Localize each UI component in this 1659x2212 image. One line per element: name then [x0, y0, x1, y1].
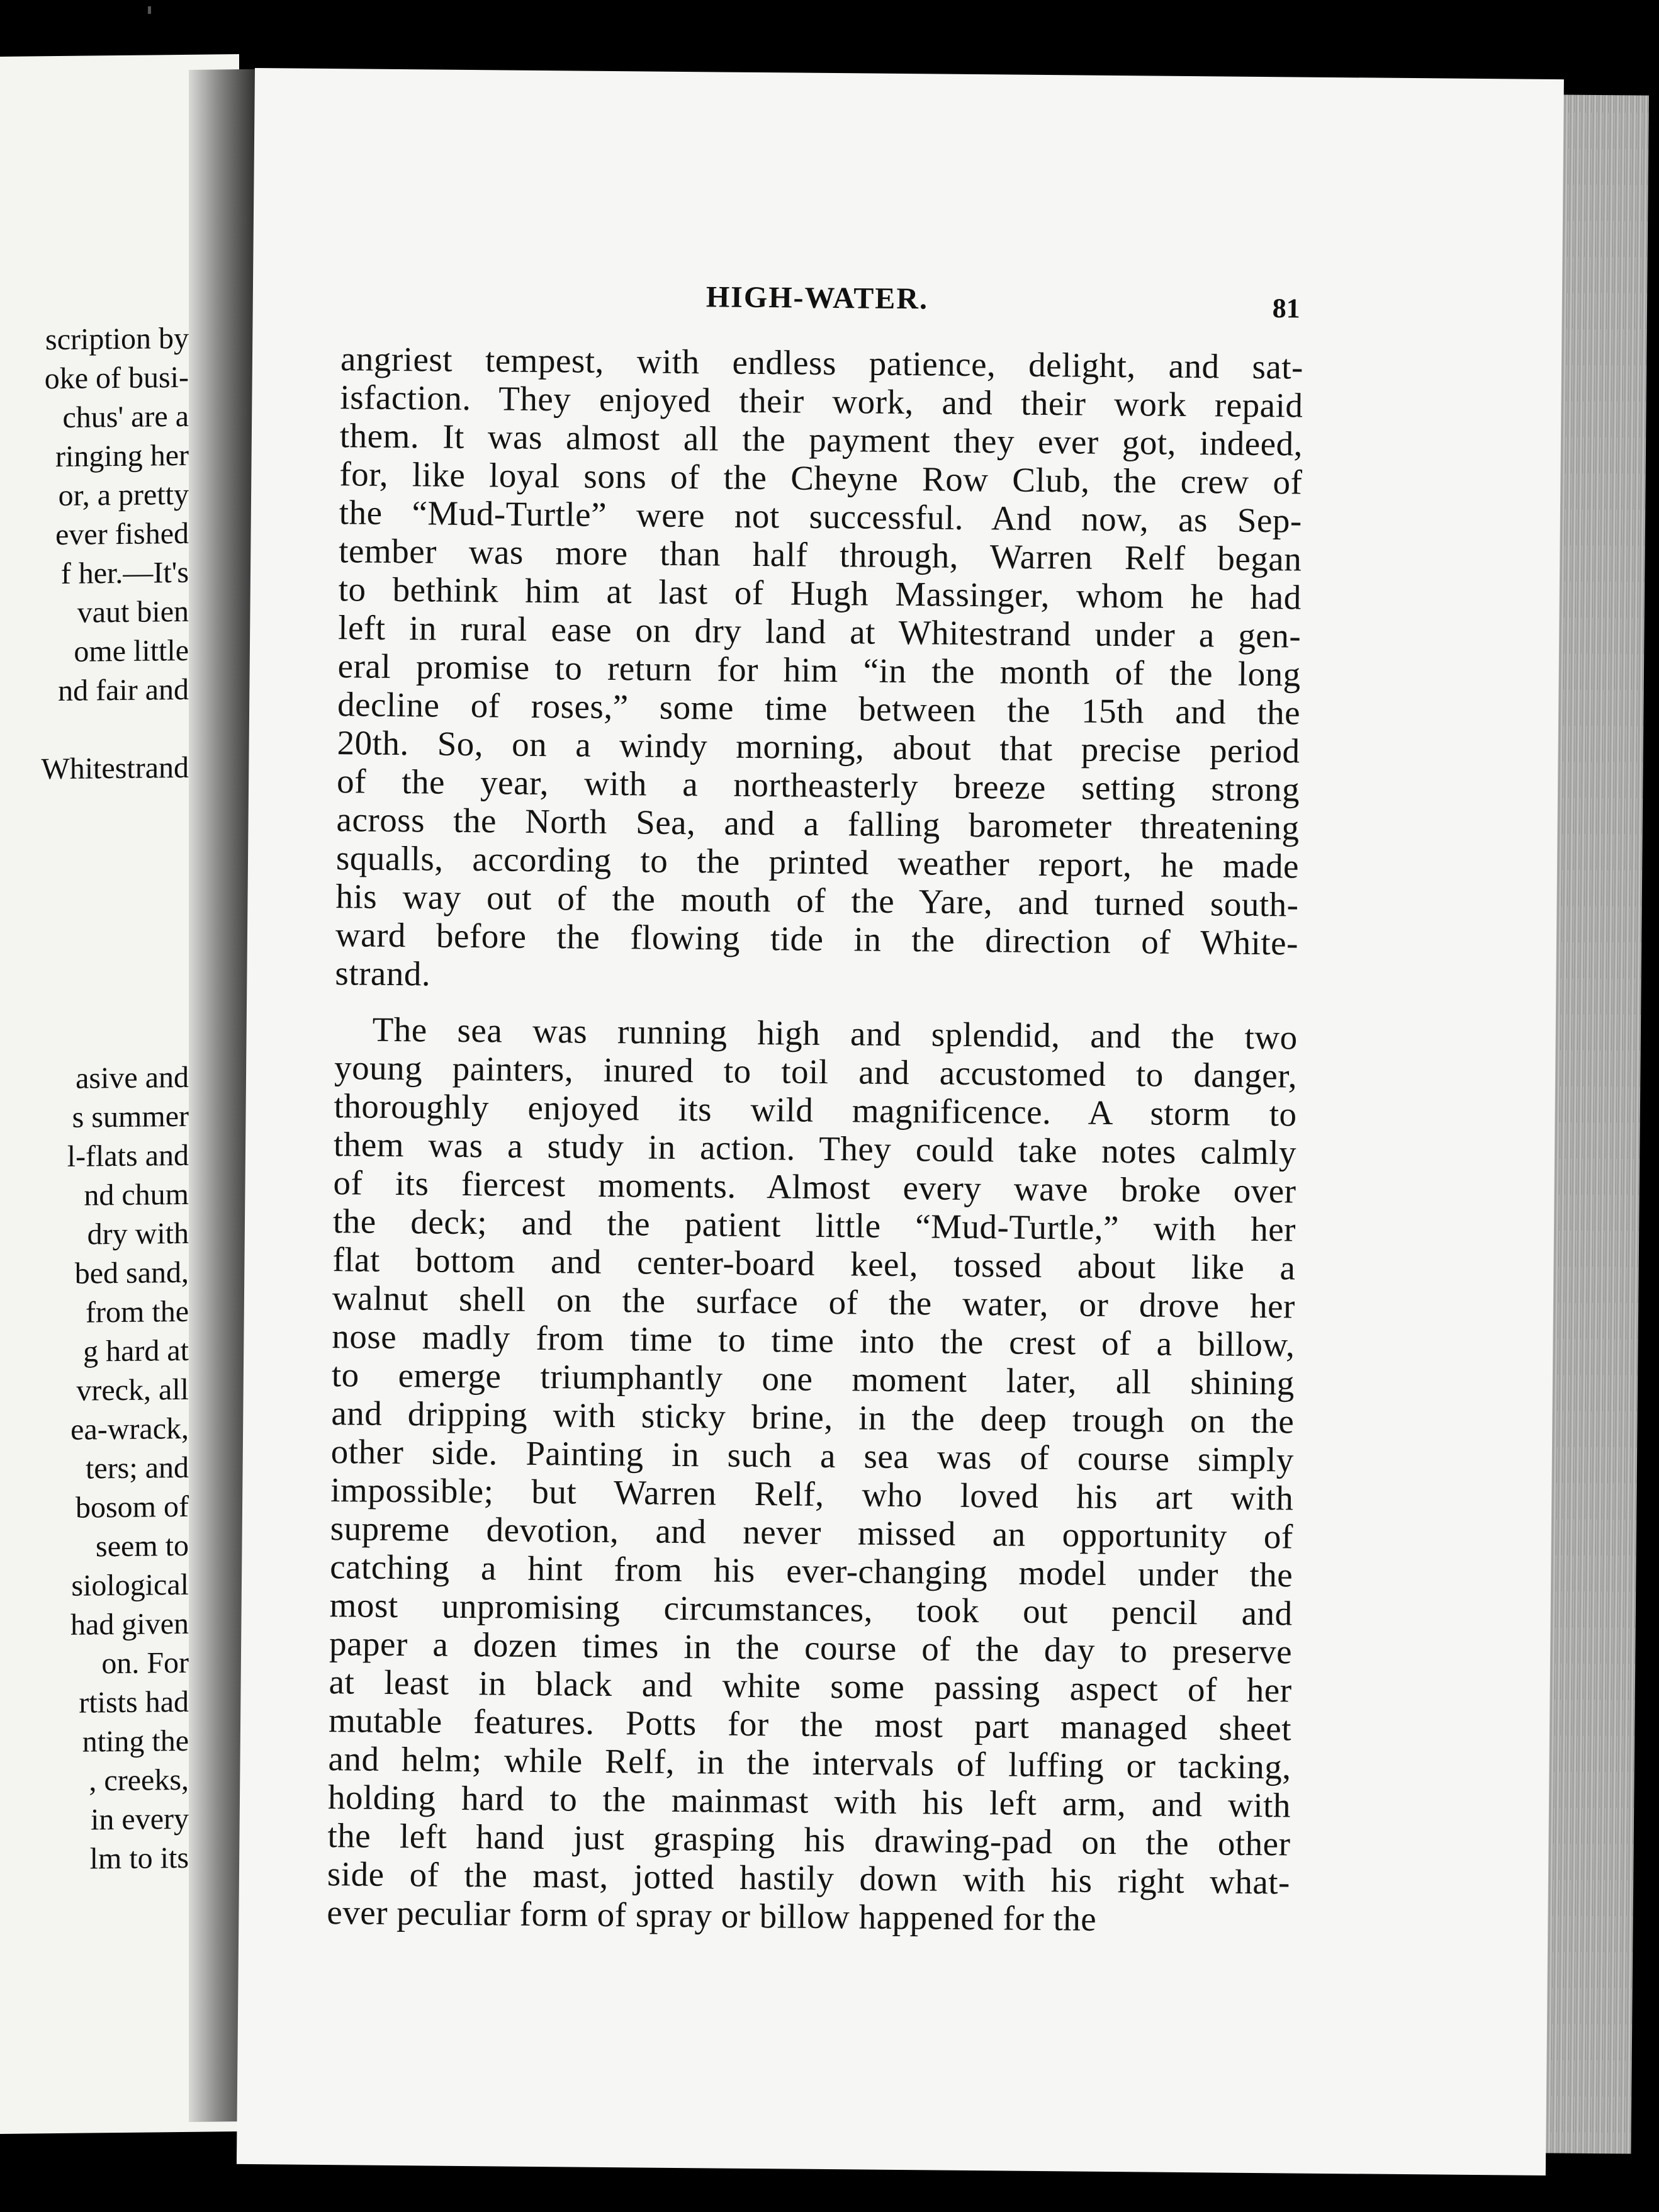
text-line: walnut shell on the surface of the water, or drove her: [332, 1278, 1296, 1326]
text-line: left in rural ease on dry land at Whitestrand under a gen-: [337, 608, 1302, 655]
text-line: 20th. So, on a windy morning, about that precise period: [337, 723, 1300, 770]
left-page-line: ea-wrack,: [70, 1411, 189, 1447]
text-line: decline of roses,” some time between the 15th and the: [337, 685, 1301, 732]
running-head: HIGH-WATER.: [706, 280, 929, 316]
text-line: of its fiercest moments. Almost every wave broke over: [333, 1163, 1296, 1210]
paragraph: [327, 1010, 1298, 1939]
text-line: angriest tempest, with endless patience, delight, and sat-: [340, 339, 1304, 387]
left-page-line: Whitestrand: [41, 750, 189, 786]
left-page-line: seem to: [96, 1528, 189, 1564]
text-line: at least in black and white some passing aspect of her: [329, 1662, 1292, 1710]
text-line: impossible; but Warren Relf, who loved his art with: [330, 1470, 1294, 1518]
page-header: [252, 276, 1562, 337]
text-line: nose madly from time to time into the crest of a billow,: [332, 1317, 1295, 1364]
text-line: strand.: [335, 954, 431, 993]
text-line: ever peculiar form of spray or billow happened for the: [327, 1893, 1097, 1938]
left-page-line: in every: [91, 1802, 189, 1837]
left-page-line: dry with: [87, 1216, 189, 1251]
left-page-line: asive and: [76, 1060, 189, 1095]
left-page-line: bed sand,: [74, 1255, 189, 1290]
left-page-line: ringing her: [55, 438, 189, 474]
left-page-line: g hard at: [83, 1333, 189, 1368]
text-line: supreme devotion, and never missed an opportunity of: [330, 1509, 1293, 1556]
text-line: to bethink him at last of Hugh Massinger, whom he had: [338, 570, 1302, 617]
text-line: and helm; while Relf, in the intervals of luffing or tacking,: [328, 1739, 1291, 1786]
text-line: to emerge triumphantly one moment later, all shining: [331, 1355, 1295, 1402]
text-line: side of the mast, jotted hastily down with his right what-: [327, 1854, 1291, 1902]
text-line: mutable features. Potts for the most part managed sheet: [328, 1701, 1292, 1748]
left-page-line: nd fair and: [58, 672, 189, 708]
left-page-line: vreck, all: [76, 1372, 189, 1408]
scan-artifact-mark: [148, 6, 151, 14]
page-number: 81: [1272, 293, 1300, 324]
text-line: his way out of the mouth of the Yare, and turned south-: [335, 877, 1299, 924]
text-line: most unpromising circumstances, took out pencil and: [329, 1586, 1293, 1633]
left-page-text: [0, 319, 189, 1882]
left-page-line: f her.—It's: [60, 555, 189, 590]
text-line: across the North Sea, and a falling barometer threatening: [336, 800, 1300, 847]
left-page-line: ters; and: [86, 1450, 189, 1486]
text-line: of the year, with a northeasterly breeze setting strong: [336, 762, 1300, 809]
left-page-line: vaut bien: [77, 594, 189, 629]
left-page-line: lm to its: [89, 1841, 189, 1876]
text-line: eral promise to return for him “in the month of the long: [337, 646, 1301, 694]
left-page-line: from the: [86, 1294, 189, 1329]
paragraph: [335, 339, 1303, 1000]
text-line: tember was more than half through, Warren Relf began: [339, 531, 1302, 578]
left-page-line: s summer: [72, 1099, 189, 1134]
left-page-line: had given: [70, 1606, 189, 1642]
line-spacing: [0, 787, 189, 1062]
left-page-line: oke of busi-: [44, 360, 189, 396]
text-line: The sea was running high and splendid, and the two: [372, 1010, 1298, 1057]
text-line: the deck; and the patient little “Mud-Turtle,” with her: [332, 1202, 1296, 1249]
text-line: catching a hint from his ever-changing model under the: [329, 1547, 1293, 1594]
text-line: for, like loyal sons of the Cheyne Row Club, the crew of: [339, 454, 1303, 502]
text-line: the left hand just grasping his drawing-pad on the other: [327, 1816, 1291, 1863]
text-line: them was a study in action. They could take notes calmly: [333, 1125, 1297, 1172]
left-page-line: bosom of: [76, 1489, 189, 1525]
text-line: young painters, inured to toil and accustomed to danger,: [334, 1048, 1298, 1095]
left-page-line: l-flats and: [67, 1138, 189, 1173]
left-page-line: ome little: [74, 633, 189, 669]
left-page-line: ever fished: [55, 516, 189, 552]
text-line: them. It was almost all the payment they ever got, indeed,: [339, 416, 1303, 463]
text-line: squalls, according to the printed weather report, he made: [335, 838, 1300, 886]
left-page-line: nd chum: [84, 1177, 189, 1212]
text-line: holding hard to the mainmast with his left arm, and with: [327, 1778, 1291, 1825]
text-line: ward before the flowing tide in the direction of White-: [335, 915, 1299, 962]
body-text: [327, 339, 1303, 1939]
text-line: other side. Painting in such a sea was of course simply: [330, 1432, 1295, 1479]
left-page-line: scription by: [45, 321, 189, 357]
right-main-page: [237, 68, 1564, 2175]
text-line: paper a dozen times in the course of the day to preserve: [329, 1624, 1293, 1671]
text-line: and dripping with sticky brine, in the deep trough on the: [331, 1394, 1295, 1441]
left-page-line: nting the: [82, 1724, 189, 1759]
text-line: isfaction. They enjoyed their work, and their work repaid: [340, 378, 1303, 425]
left-page-line: siological: [71, 1567, 189, 1603]
left-page-line: on. For: [101, 1645, 189, 1681]
left-page-line: rtists had: [79, 1684, 189, 1720]
left-page-line: chus' are a: [62, 399, 189, 434]
text-line: the “Mud-Turtle” were not successful. And now, as Sep-: [339, 493, 1303, 540]
left-page-line: , creeks,: [89, 1763, 189, 1798]
left-page-line: or, a pretty: [58, 477, 189, 513]
text-line: flat bottom and center-board keel, tossed about like a: [332, 1240, 1296, 1287]
text-line: thoroughly enjoyed its wild magnificence. A storm to: [334, 1086, 1297, 1134]
line-spacing: [0, 709, 189, 752]
